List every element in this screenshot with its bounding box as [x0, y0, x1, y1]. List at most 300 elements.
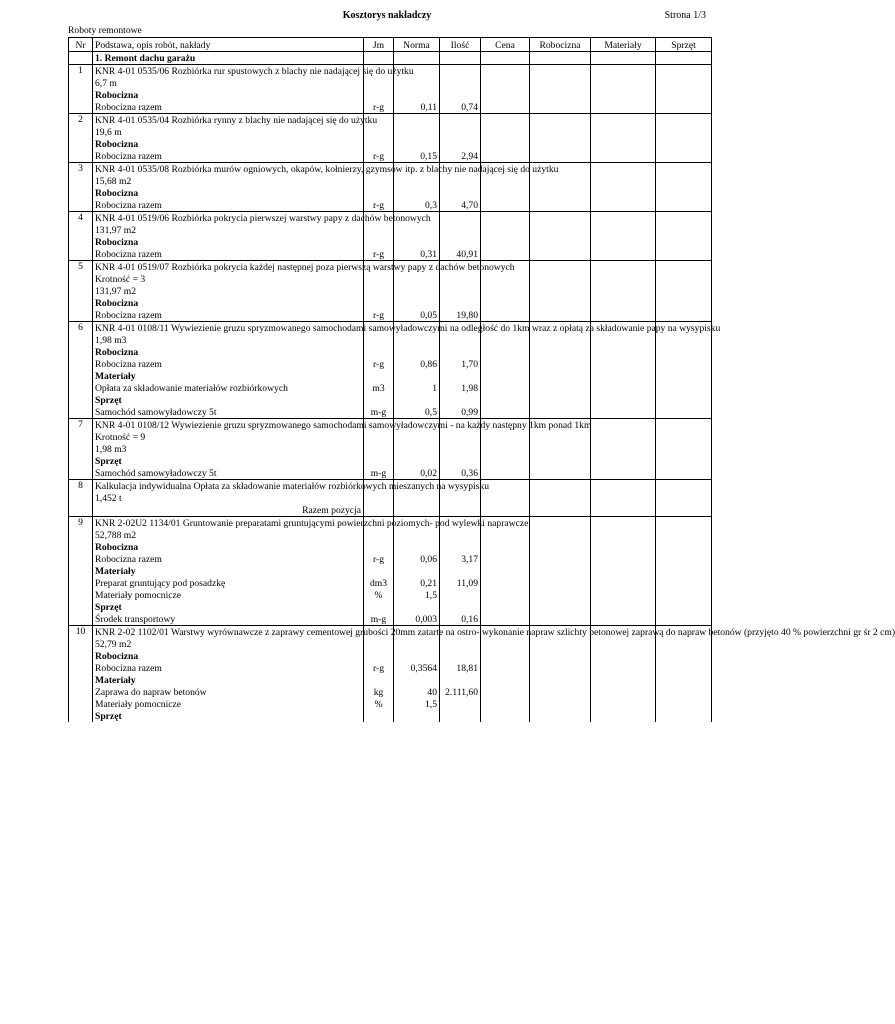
empty-cell [364, 236, 394, 248]
cost-line [69, 565, 712, 577]
empty-cell [656, 394, 712, 406]
position-quantity: 1,98 m3 [93, 443, 364, 455]
cost-item-norm: 0,3564 [394, 662, 440, 674]
empty-cell [394, 674, 440, 686]
empty-cell [656, 613, 712, 626]
position-description: KNR 2-02 1102/01 Warstwy wyrównawcze z zaprawy cementowej grubości 20mm zatarte na ostro- wykonanie napraw szlichty betonowej zaprawą do napraw betonów (przyjęto 40 % powierzchni gr śr 2 cm) [93, 626, 364, 639]
cost-item-name: Robocizna razem [93, 662, 364, 674]
empty-cell [530, 175, 591, 187]
cost-item-name: Robocizna razem [93, 150, 364, 163]
empty-cell [530, 382, 591, 394]
empty-cell [656, 577, 712, 589]
empty-cell [656, 480, 712, 493]
cost-line [69, 309, 712, 322]
cost-item-norm: 0,02 [394, 467, 440, 480]
empty-cell [656, 650, 712, 662]
empty-cell [394, 236, 440, 248]
cost-item-norm: 40 [394, 686, 440, 698]
cost-item-name: Materiały pomocnicze [93, 698, 364, 710]
cost-line [69, 686, 712, 698]
empty-cell [530, 101, 591, 114]
empty-cell [591, 236, 656, 248]
empty-cell [530, 309, 591, 322]
empty-cell [394, 455, 440, 467]
position-quantity: 1,98 m3 [93, 334, 364, 346]
cost-line [69, 650, 712, 662]
empty-cell [440, 138, 481, 150]
empty-cell [530, 199, 591, 212]
empty-cell [530, 674, 591, 686]
empty-cell [530, 236, 591, 248]
empty-cell [656, 101, 712, 114]
empty-cell [481, 236, 530, 248]
empty-cell [656, 406, 712, 419]
position-multiplier: Krotność = 3 [93, 273, 364, 285]
empty-cell [481, 273, 530, 285]
empty-cell [364, 431, 394, 443]
cost-item-unit: % [364, 589, 394, 601]
empty-cell [656, 65, 712, 78]
empty-cell [481, 248, 530, 261]
empty-cell [591, 698, 656, 710]
empty-cell [591, 674, 656, 686]
cost-item-name: Samochód samowyładowczy 5t [93, 406, 364, 419]
cost-line [69, 248, 712, 261]
quantity-row [69, 126, 712, 138]
empty-cell [591, 577, 656, 589]
empty-cell [481, 674, 530, 686]
empty-cell [481, 565, 530, 577]
cost-line [69, 577, 712, 589]
quantity-row [69, 443, 712, 455]
empty-cell [364, 346, 394, 358]
empty-cell [530, 565, 591, 577]
empty-cell [656, 358, 712, 370]
empty-cell [530, 601, 591, 613]
empty-cell [440, 394, 481, 406]
empty-cell [591, 638, 656, 650]
cost-item-quantity: 0,36 [440, 467, 481, 480]
empty-cell [530, 273, 591, 285]
empty-cell [591, 334, 656, 346]
empty-cell [591, 406, 656, 419]
empty-cell [394, 504, 440, 517]
empty-cell [591, 504, 656, 517]
empty-cell [530, 187, 591, 199]
empty-cell [656, 346, 712, 358]
cost-item-name: Środek transportowy [93, 613, 364, 626]
empty-cell [394, 601, 440, 613]
quantity-row [69, 638, 712, 650]
empty-cell [481, 285, 530, 297]
empty-cell [530, 662, 591, 674]
empty-cell [440, 455, 481, 467]
estimate-table [68, 37, 895, 722]
empty-cell [530, 480, 591, 493]
empty-cell [530, 613, 591, 626]
empty-cell [481, 358, 530, 370]
empty-cell [591, 589, 656, 601]
empty-cell [591, 553, 656, 565]
empty-cell [656, 492, 712, 504]
empty-cell [440, 236, 481, 248]
empty-cell [530, 710, 591, 722]
empty-cell [481, 467, 530, 480]
position-row [69, 212, 712, 225]
position-description: KNR 2-02U2 1134/01 Gruntowanie preparatami gruntującymi powierzchni poziomych- pod wylewki naprawcze [93, 517, 364, 530]
position-quantity: 131,97 m2 [93, 224, 364, 236]
cost-category-heading: Materiały [93, 565, 364, 577]
empty-cell [481, 589, 530, 601]
cost-item-name: Robocizna razem [93, 199, 364, 212]
position-row [69, 114, 712, 127]
empty-cell [481, 187, 530, 199]
empty-cell [591, 565, 656, 577]
empty-cell [656, 212, 712, 225]
empty-cell [440, 65, 481, 78]
empty-cell [591, 686, 656, 698]
empty-cell [364, 297, 394, 309]
empty-cell [481, 199, 530, 212]
empty-cell [591, 150, 656, 163]
empty-cell [394, 52, 440, 65]
cost-item-quantity: 0,16 [440, 613, 481, 626]
empty-cell [656, 163, 712, 176]
position-number: 8 [69, 480, 93, 517]
empty-cell [591, 65, 656, 78]
empty-cell [440, 212, 481, 225]
position-description: KNR 4-01 0535/08 Rozbiórka murów ogniowych, okapów, kołnierzy, gzymsów itp. z blachy nie nadającej się do użytku [93, 163, 364, 176]
empty-cell [481, 346, 530, 358]
position-row [69, 419, 712, 432]
empty-cell [394, 175, 440, 187]
cost-item-name: Robocizna razem [93, 248, 364, 261]
empty-cell [591, 480, 656, 493]
empty-cell [394, 394, 440, 406]
cost-item-norm: 0,86 [394, 358, 440, 370]
empty-cell [481, 529, 530, 541]
empty-cell [656, 565, 712, 577]
empty-cell [481, 382, 530, 394]
empty-cell [481, 309, 530, 322]
empty-cell [394, 541, 440, 553]
empty-cell [440, 52, 481, 65]
empty-cell [440, 297, 481, 309]
position-number: 1 [69, 65, 93, 114]
empty-cell [440, 529, 481, 541]
empty-cell [530, 504, 591, 517]
empty-cell [394, 638, 440, 650]
empty-cell [481, 224, 530, 236]
multiplier-row [69, 273, 712, 285]
empty-cell [481, 77, 530, 89]
empty-cell [656, 504, 712, 517]
position-multiplier: Krotność = 9 [93, 431, 364, 443]
cost-item-norm: 0,05 [394, 309, 440, 322]
cost-line [69, 541, 712, 553]
cost-item-name: Robocizna razem [93, 553, 364, 565]
empty-cell [530, 52, 591, 65]
cost-line [69, 358, 712, 370]
empty-cell [591, 431, 656, 443]
cost-item-norm: 0,31 [394, 248, 440, 261]
cost-item-name: Robocizna razem [93, 309, 364, 322]
empty-cell [591, 77, 656, 89]
empty-cell [481, 686, 530, 698]
cost-item-unit: m3 [364, 382, 394, 394]
empty-cell [656, 138, 712, 150]
empty-cell [656, 601, 712, 613]
empty-cell [656, 443, 712, 455]
empty-cell [656, 529, 712, 541]
empty-cell [530, 492, 591, 504]
document-title: Kosztorys nakładczy [342, 10, 432, 21]
empty-cell [656, 517, 712, 530]
empty-cell [656, 674, 712, 686]
empty-cell [656, 114, 712, 127]
empty-cell [656, 686, 712, 698]
cost-item-unit: r-g [364, 662, 394, 674]
cost-item-quantity: 18,81 [440, 662, 481, 674]
cost-line [69, 346, 712, 358]
quantity-row [69, 529, 712, 541]
empty-cell [481, 370, 530, 382]
cost-category-heading: Robocizna [93, 346, 364, 358]
empty-cell [591, 138, 656, 150]
empty-cell [440, 504, 481, 517]
empty-cell [440, 175, 481, 187]
cost-item-quantity: 3,17 [440, 553, 481, 565]
cost-item-norm: 0,21 [394, 577, 440, 589]
empty-cell [364, 273, 394, 285]
cost-line [69, 382, 712, 394]
cost-category-heading: Robocizna [93, 187, 364, 199]
empty-cell [440, 674, 481, 686]
empty-cell [440, 334, 481, 346]
cost-line [69, 394, 712, 406]
position-number: 6 [69, 322, 93, 419]
empty-cell [656, 248, 712, 261]
cost-item-norm: 1 [394, 382, 440, 394]
position-quantity: 1,452 t [93, 492, 364, 504]
empty-cell [394, 187, 440, 199]
cost-line [69, 662, 712, 674]
empty-cell [440, 77, 481, 89]
empty-cell [591, 101, 656, 114]
empty-cell [440, 273, 481, 285]
empty-cell [656, 126, 712, 138]
empty-cell [481, 138, 530, 150]
cost-item-quantity: 1,70 [440, 358, 481, 370]
position-row [69, 322, 712, 335]
cost-line [69, 199, 712, 212]
cost-item-quantity [440, 589, 481, 601]
position-quantity: 52,79 m2 [93, 638, 364, 650]
cost-item-name: Preparat gruntujący pod posadzkę [93, 577, 364, 589]
empty-cell [481, 150, 530, 163]
cost-item-name: Opłata za składowanie materiałów rozbiórkowych [93, 382, 364, 394]
empty-cell [530, 138, 591, 150]
empty-cell [481, 662, 530, 674]
empty-cell [364, 224, 394, 236]
empty-cell [656, 52, 712, 65]
empty-cell [591, 529, 656, 541]
empty-cell [656, 187, 712, 199]
cost-item-unit: m-g [364, 406, 394, 419]
empty-cell [481, 431, 530, 443]
empty-cell [530, 334, 591, 346]
empty-cell [394, 126, 440, 138]
position-row [69, 626, 712, 639]
empty-cell [530, 370, 591, 382]
empty-cell [530, 443, 591, 455]
empty-cell [591, 261, 656, 274]
empty-cell [364, 285, 394, 297]
empty-cell [656, 261, 712, 274]
empty-cell [481, 334, 530, 346]
empty-cell [394, 138, 440, 150]
cost-line [69, 138, 712, 150]
empty-cell [591, 224, 656, 236]
empty-cell [364, 674, 394, 686]
empty-cell [364, 370, 394, 382]
header-materialy: Materiały [591, 38, 656, 52]
empty-cell [394, 89, 440, 101]
empty-cell [656, 553, 712, 565]
position-row [69, 261, 712, 274]
cost-item-unit: r-g [364, 199, 394, 212]
cost-item-quantity: 19,80 [440, 309, 481, 322]
empty-cell [591, 541, 656, 553]
cost-line [69, 601, 712, 613]
empty-cell [656, 199, 712, 212]
empty-cell [530, 346, 591, 358]
cost-line [69, 406, 712, 419]
empty-cell [440, 541, 481, 553]
quantity-row [69, 492, 712, 504]
empty-cell [591, 212, 656, 225]
cost-line [69, 236, 712, 248]
cost-item-quantity: 0,74 [440, 101, 481, 114]
empty-cell [481, 613, 530, 626]
empty-cell [364, 710, 394, 722]
page-number: Strona 1/3 [664, 10, 706, 21]
cost-category-heading: Robocizna [93, 297, 364, 309]
empty-cell [530, 698, 591, 710]
header-ilosc: Ilość [440, 38, 481, 52]
cost-line [69, 674, 712, 686]
empty-cell [591, 419, 656, 432]
empty-cell [530, 455, 591, 467]
empty-cell [481, 52, 530, 65]
empty-cell [656, 77, 712, 89]
position-description: KNR 4-01 0108/12 Wywiezienie gruzu spryzmowanego samochodami samowyładowczymi - na każdy następny 1km ponad 1km [93, 419, 364, 432]
cost-line [69, 297, 712, 309]
empty-cell [364, 565, 394, 577]
cost-item-norm: 1,5 [394, 589, 440, 601]
position-row [69, 480, 712, 493]
position-description: KNR 4-01 0535/06 Rozbiórka rur spustowych z blachy nie nadającej się do użytku [93, 65, 364, 78]
empty-cell [394, 297, 440, 309]
empty-cell [656, 638, 712, 650]
empty-cell [481, 650, 530, 662]
empty-cell [656, 236, 712, 248]
empty-cell [656, 382, 712, 394]
empty-cell [364, 443, 394, 455]
cost-item-unit: kg [364, 686, 394, 698]
empty-cell [591, 297, 656, 309]
cost-line [69, 467, 712, 480]
empty-cell [591, 199, 656, 212]
empty-cell [440, 431, 481, 443]
empty-cell [364, 394, 394, 406]
cost-item-quantity: 1,98 [440, 382, 481, 394]
empty-cell [394, 273, 440, 285]
empty-cell [530, 126, 591, 138]
header-cena: Cena [481, 38, 530, 52]
empty-cell [69, 52, 93, 65]
position-row [69, 163, 712, 176]
empty-cell [656, 89, 712, 101]
cost-item-quantity: 11,09 [440, 577, 481, 589]
empty-cell [481, 101, 530, 114]
position-description: Kalkulacja indywidualna Opłata za składowanie materiałów rozbiórkowych mieszanych na wysypisku [93, 480, 364, 493]
position-description: KNR 4-01 0519/06 Rozbiórka pokrycia pierwszej warstwy papy z dachów betonowych [93, 212, 364, 225]
position-description: KNR 4-01 0519/07 Rozbiórka pokrycia każdej następnej poza pierwszą warstwy papy z dachów betonowych [93, 261, 364, 274]
cost-line [69, 89, 712, 101]
quantity-row [69, 285, 712, 297]
empty-cell [656, 273, 712, 285]
cost-item-unit: r-g [364, 553, 394, 565]
empty-cell [481, 212, 530, 225]
cost-line [69, 504, 712, 517]
cost-item-unit: r-g [364, 150, 394, 163]
empty-cell [394, 224, 440, 236]
cost-item-unit: % [364, 698, 394, 710]
empty-cell [481, 492, 530, 504]
cost-line [69, 187, 712, 199]
empty-cell [440, 114, 481, 127]
section-heading: Roboty remontowe [68, 25, 142, 36]
header-robocizna: Robocizna [530, 38, 591, 52]
empty-cell [530, 77, 591, 89]
empty-cell [591, 517, 656, 530]
empty-cell [440, 601, 481, 613]
quantity-row [69, 334, 712, 346]
quantity-row [69, 77, 712, 89]
cost-category-heading: Sprzęt [93, 710, 364, 722]
empty-cell [656, 431, 712, 443]
empty-cell [440, 346, 481, 358]
empty-cell [530, 541, 591, 553]
group-title: 1. Remont dachu garażu [93, 52, 364, 65]
empty-cell [440, 638, 481, 650]
empty-cell [656, 224, 712, 236]
position-number: 5 [69, 261, 93, 322]
empty-cell [656, 589, 712, 601]
empty-cell [394, 565, 440, 577]
cost-category-heading: Robocizna [93, 541, 364, 553]
cost-category-heading: Robocizna [93, 89, 364, 101]
empty-cell [481, 114, 530, 127]
cost-item-unit: dm3 [364, 577, 394, 589]
empty-cell [481, 553, 530, 565]
empty-cell [656, 175, 712, 187]
cost-item-quantity: 2,94 [440, 150, 481, 163]
empty-cell [530, 517, 591, 530]
empty-cell [591, 346, 656, 358]
empty-cell [364, 89, 394, 101]
